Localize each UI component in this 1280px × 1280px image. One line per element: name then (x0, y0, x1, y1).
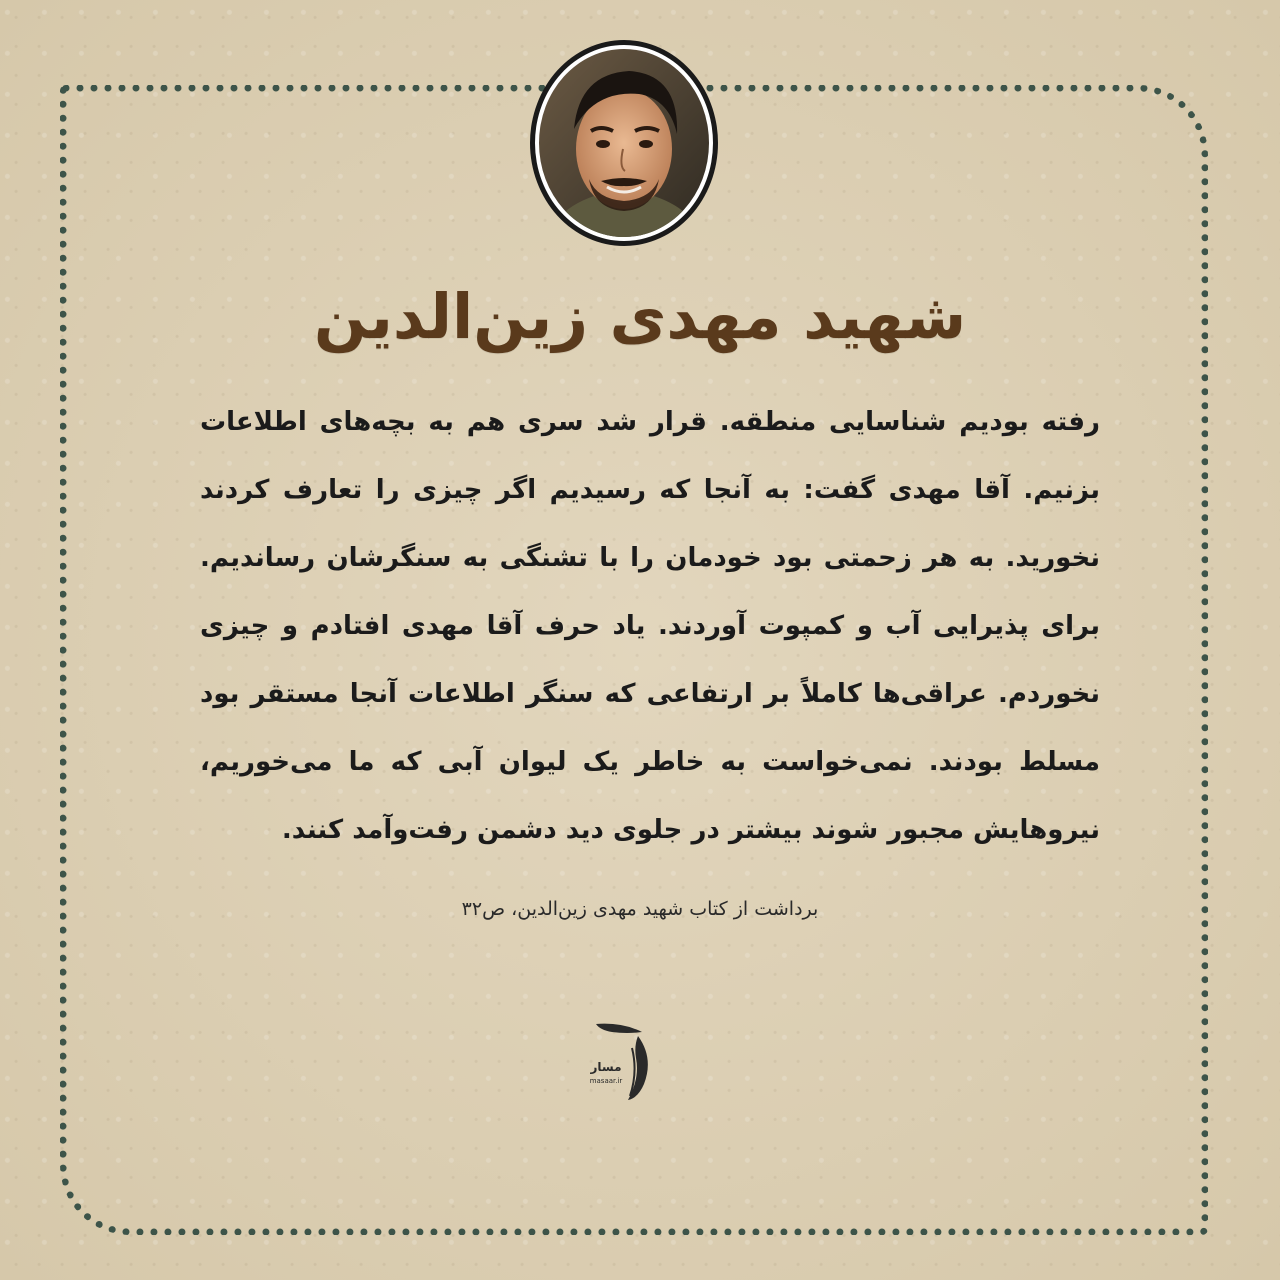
memoir-paragraph (200, 388, 1100, 864)
source-citation: برداشت از کتاب شهید مهدی زین‌الدین، ص۳۲ (461, 898, 819, 920)
portrait-photo (530, 40, 718, 246)
memoir-text: رفته بودیم شناسایی منطقه. قرار شد سری هم به بچه‌های اطلاعات بزنیم. آقا مهدی گفت: به آنجا که رسیدیم اگر چیزی را تعارف کردند نخورید. به هر زحمتی بود خودمان را با تشنگی به سنگرشان رساندیم. برای پذیرایی آب و کمپوت آوردند. یاد حرف آقا مهدی افتادم و چیزی نخوردم. عراقی‌ها کاملاً بر ارتفاعی که سنگر اطلاعات آنجا مستقر بود مسلط بودند. نمی‌خواست به خاطر یک لیوان آبی که ما می‌خوریم، نیروهایش مجبور شوند بیشتر در جلوی دید دشمن رفت‌وآمد کنند. (200, 407, 1100, 845)
logo-name: مسار (590, 1060, 622, 1074)
portrait-image (539, 49, 709, 237)
logo-url: masaar.ir (589, 1077, 623, 1085)
page-title: شهید مهدی زین‌الدین (313, 280, 967, 353)
